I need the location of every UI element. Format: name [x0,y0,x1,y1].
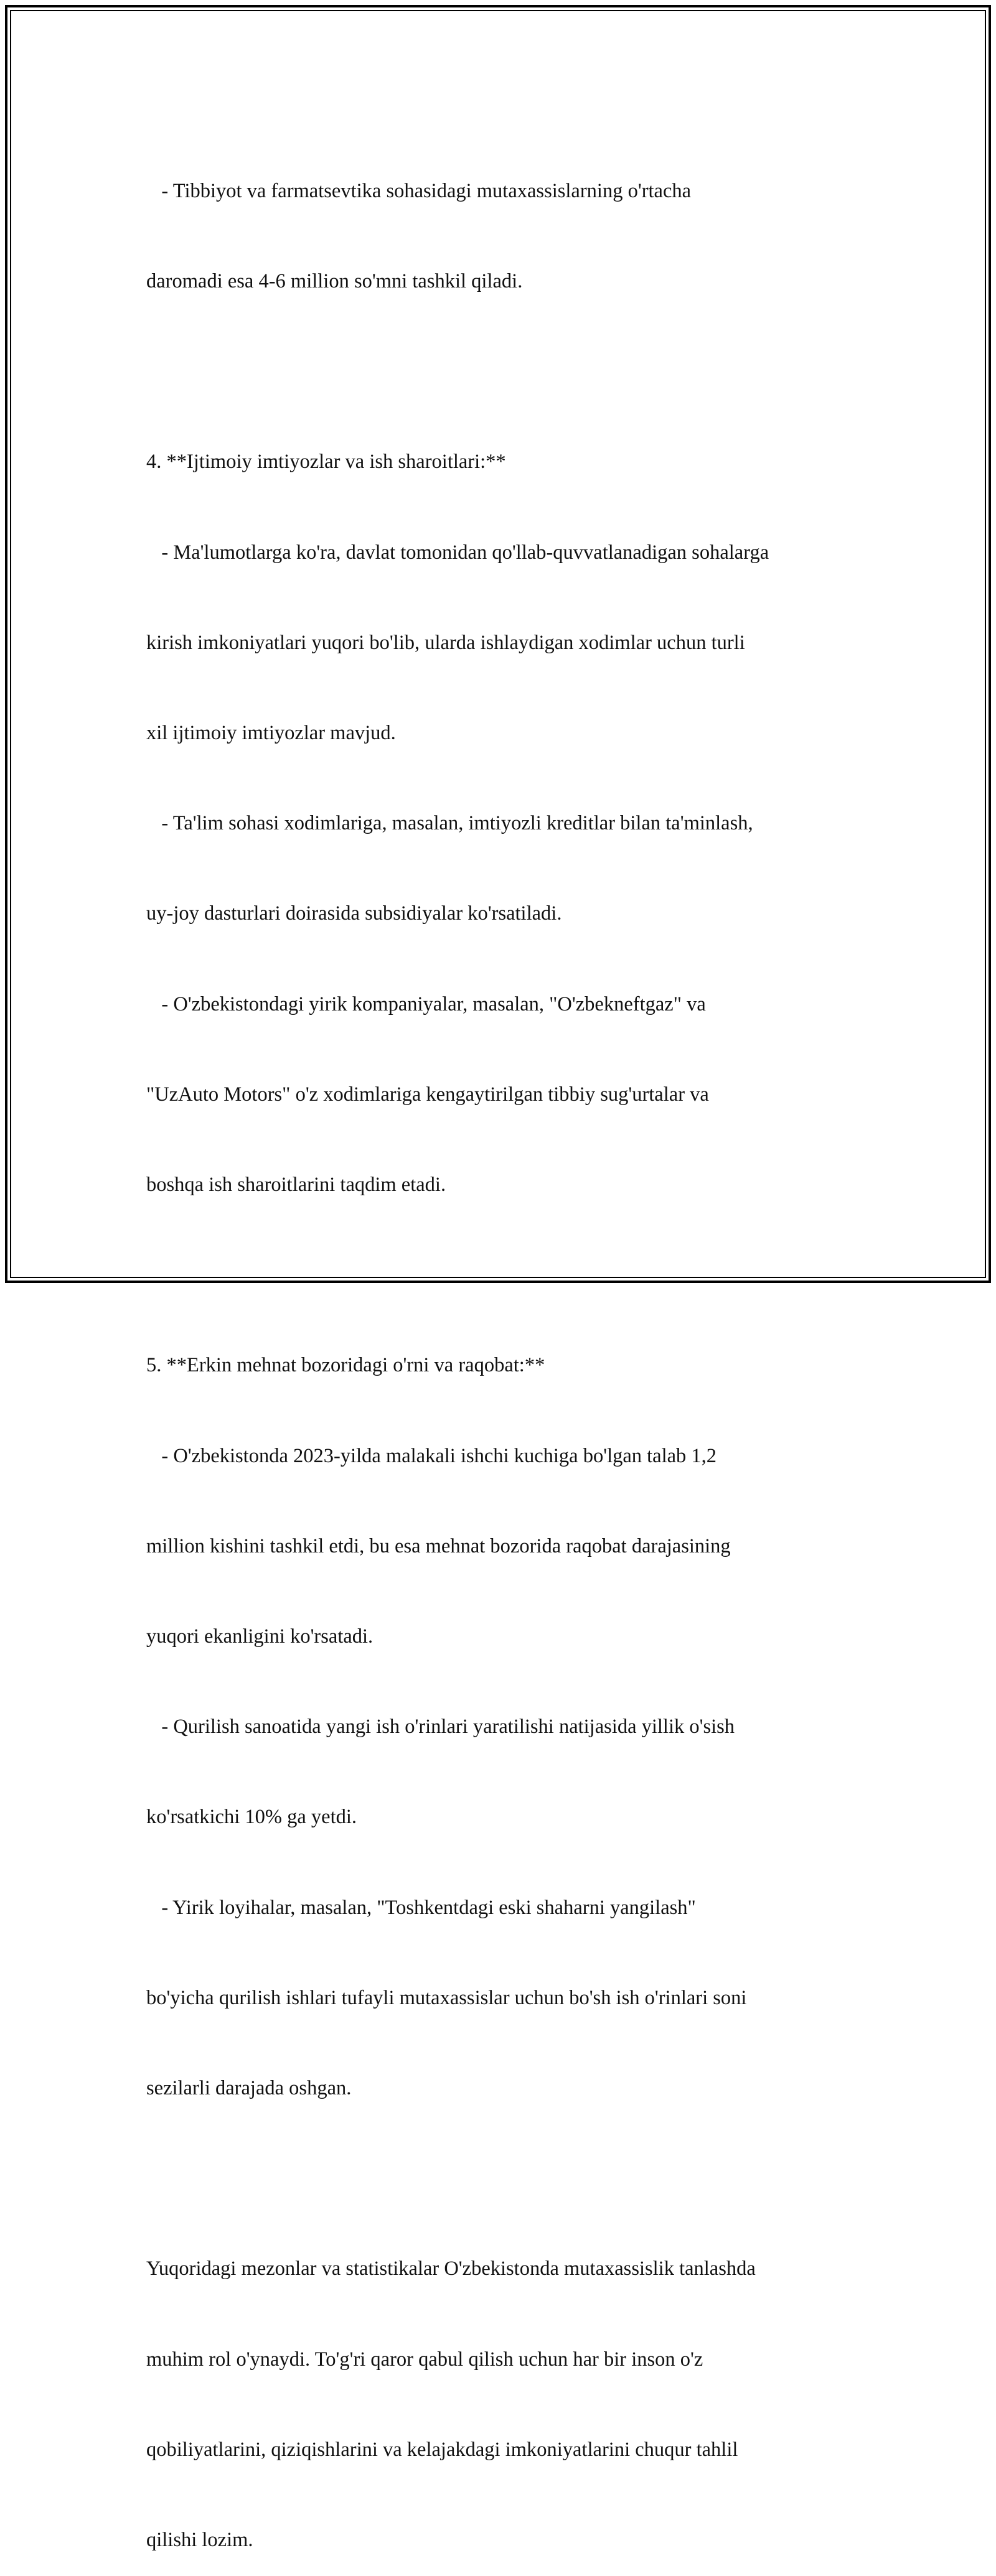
text-line: uy-joy dasturlari doirasida subsidiyalar ko'rsatiladi. [146,902,562,925]
text-line: - O'zbekistondagi yirik kompaniyalar, masalan, "O'zbekneftgaz" va [146,992,706,1015]
text-line: daromadi esa 4-6 million so'mni tashkil qiladi. [146,270,523,293]
conclusion-line: Yuqoridagi mezonlar va statistikalar O'zbekistonda mutaxassislik tanlashda [146,2257,756,2280]
text-line: - Ta'lim sohasi xodimlariga, masalan, imtiyozli kreditlar bilan ta'minlash, [146,812,753,835]
text-line: - Yirik loyihalar, masalan, "Toshkentdagi eski shaharni yangilash" [146,1896,696,1919]
text-line: ko'rsatkichi 10% ga yetdi. [146,1806,357,1829]
blank-line [146,1260,856,1290]
conclusion-line: muhim rol o'ynaydi. To'g'ri qaror qabul qilish uchun har bir inson o'z [146,2348,703,2371]
text-line: - Qurilish sanoatida yangi ish o'rinlari yaratilishi natijasida yillik o'sish [146,1715,735,1738]
text-line: yuqori ekanligini ko'rsatadi. [146,1625,374,1648]
text-line: xil ijtimoiy imtiyozlar mavjud. [146,722,396,745]
text-line: "UzAuto Motors" o'z xodimlariga kengaytirilgan tibbiy sug'urtalar va [146,1083,709,1106]
text-line: bo'yicha qurilish ishlari tufayli mutaxassislar uchun bo'sh ish o'rinlari soni [146,1986,747,2009]
section-heading-5: 5. **Erkin mehnat bozoridagi o'rni va raqobat:** [146,1354,545,1377]
text-line: - Ma'lumotlarga ko'ra, davlat tomonidan qo'llab-quvvatlanadigan sohalarga [146,541,769,564]
text-line: - O'zbekistonda 2023-yilda malakali ishchi kuchiga bo'lgan talab 1,2 [146,1444,717,1467]
text-line: boshqa ish sharoitlarini taqdim etadi. [146,1174,446,1197]
section-heading-4: 4. **Ijtimoiy imtiyozlar va ish sharoitlari:** [146,450,506,474]
text-line: sezilarli darajada oshgan. [146,2077,352,2100]
text-line: - Tibbiyot va farmatsevtika sohasidagi mutaxassislarning o'rtacha [146,179,692,202]
conclusion-line: qobiliyatlarini, qiziqishlarini va kelajakdagi imkoniyatlarini chuqur tahlil [146,2438,738,2461]
text-line: kirish imkoniyatlari yuqori bo'lib, ularda ishlaydigan xodimlar uchun turli [146,631,745,654]
text-line: million kishini tashkil etdi, bu esa mehnat bozorida raqobat darajasining [146,1534,731,1557]
blank-line [146,2163,856,2193]
document-body [146,116,856,2576]
blank-line [146,357,856,386]
conclusion-line: qilishi lozim. [146,2529,253,2552]
